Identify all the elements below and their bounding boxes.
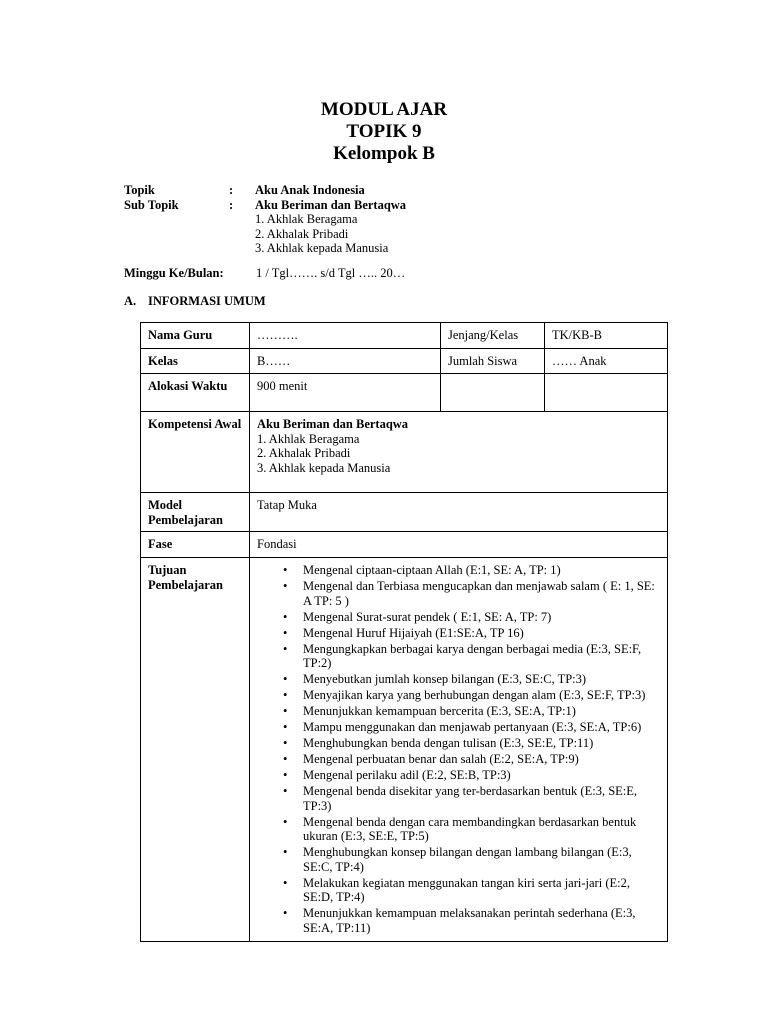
kompetensi-title: Aku Beriman dan Bertaqwa	[257, 417, 409, 431]
list-item: • Mampu menggunakan dan menjawab pertanyaan (E:3, SE:A, TP:6)	[303, 720, 659, 735]
empty-cell	[545, 374, 668, 412]
list-item: • Mengenal perbuatan benar dan salah (E:2, SE:A, TP:9)	[303, 752, 659, 767]
table-row	[141, 349, 668, 374]
list-item: • Menunjukkan kemampuan melaksanakan perintah sederhana (E:3, SE:A, TP:11)	[303, 906, 659, 935]
list-item: • Menyajikan karya yang berhubungan dengan alam (E:3, SE:F, TP:3)	[303, 688, 659, 703]
list-item: • Mengenal benda disekitar yang ter-berdasarkan bentuk (E:3, SE:E, TP:3)	[303, 784, 659, 813]
list-item: • Mengenal perilaku adil (E:2, SE:B, TP:3)	[303, 768, 659, 783]
list-item: • Mengenal benda dengan cara membandingkan berdasarkan bentuk ukuran (E:3, SE:E, TP:5)	[303, 815, 659, 844]
list-item: • Mengungkapkan berbagai karya dengan berbagai media (E:3, SE:F, TP:2)	[303, 642, 659, 671]
table-row	[141, 493, 668, 532]
topik-label: Topik	[124, 183, 155, 197]
table-row	[141, 532, 668, 558]
list-item: • Mengenal Surat-surat pendek ( E:1, SE: A, TP: 7)	[303, 610, 659, 625]
group-name: Kelompok B	[333, 143, 435, 164]
subtopik-label: Sub Topik	[124, 197, 179, 212]
subtopik-colon: :	[229, 197, 234, 212]
tujuan-content	[250, 558, 668, 942]
jenjang-value: TK/KB-B	[545, 323, 668, 349]
document-title: MODUL AJAR	[320, 99, 448, 120]
kompetensi-item: 3. Akhlak kepada Manusia	[257, 460, 391, 475]
tujuan-list	[257, 563, 659, 935]
kompetensi-label: Kompetensi Awal	[141, 412, 250, 493]
alokasi-label: Alokasi Waktu	[141, 374, 250, 412]
list-item: • Menghubungkan benda dengan tulisan (E:3, SE:E, TP:11)	[303, 736, 659, 751]
section-heading	[124, 294, 266, 309]
document-title-block	[0, 99, 768, 165]
table-row	[141, 374, 668, 412]
subtopik-item: 3. Akhlak kepada Manusia	[255, 241, 389, 255]
kompetensi-content	[250, 412, 668, 493]
list-item: • Mengenal dan Terbiasa mengucapkan dan menjawab salam ( E: 1, SE: A TP: 5 )	[303, 579, 659, 608]
alokasi-value: 900 menit	[250, 374, 441, 412]
nama-guru-label: Nama Guru	[141, 323, 250, 349]
list-item: • Menyebutkan jumlah konsep bilangan (E:3, SE:C, TP:3)	[303, 672, 659, 687]
table-row	[141, 412, 668, 493]
list-item: • Mengenal ciptaan-ciptaan Allah (E:1, SE: A, TP: 1)	[303, 563, 659, 578]
subtopik-value: Aku Beriman dan Bertaqwa	[255, 197, 407, 212]
kompetensi-item: 2. Akhalak Pribadi	[257, 446, 351, 460]
fase-value: Fondasi	[250, 532, 668, 558]
jenjang-label: Jenjang/Kelas	[441, 323, 545, 349]
fase-label: Fase	[141, 532, 250, 558]
minggu-label: Minggu Ke/Bulan:	[124, 266, 224, 280]
topic-number: TOPIK 9	[346, 121, 422, 142]
topic-meta	[124, 183, 406, 256]
section-number: A.	[124, 294, 137, 308]
list-item: • Menghubungkan konsep bilangan dengan lambang bilangan (E:3, SE:C, TP:4)	[303, 845, 659, 874]
subtopik-item: 2. Akhalak Pribadi	[255, 226, 349, 241]
model-value: Tatap Muka	[250, 493, 668, 532]
empty-cell	[441, 374, 545, 412]
model-label: Model Pembelajaran	[141, 493, 250, 532]
tujuan-label: Tujuan Pembelajaran	[141, 558, 250, 942]
minggu-value: 1 / Tgl……. s/d Tgl ….. 20…	[256, 266, 406, 280]
list-item: • Mengenal Huruf Hijaiyah (E1:SE:A, TP 16)	[303, 626, 659, 641]
topik-colon: :	[229, 183, 234, 197]
list-item: • Menunjukkan kemampuan bercerita (E:3, SE:A, TP:1)	[303, 704, 659, 719]
nama-guru-value: ……….	[250, 323, 441, 349]
table-row	[141, 558, 668, 942]
section-title: INFORMASI UMUM	[148, 294, 266, 308]
subtopik-item: 1. Akhlak Beragama	[255, 212, 358, 226]
jumlah-siswa-value: …… Anak	[545, 349, 668, 374]
kelas-value: B……	[250, 349, 441, 374]
list-item: • Melakukan kegiatan menggunakan tangan kiri serta jari-jari (E:2, SE:D, TP:4)	[303, 876, 659, 905]
topik-value: Aku Anak Indonesia	[255, 183, 365, 197]
kompetensi-item: 1. Akhlak Beragama	[257, 431, 360, 446]
jumlah-siswa-label: Jumlah Siswa	[441, 349, 545, 374]
table-row	[141, 323, 668, 349]
info-table	[140, 322, 668, 942]
minggu-row	[124, 266, 405, 281]
kelas-label: Kelas	[141, 349, 250, 374]
